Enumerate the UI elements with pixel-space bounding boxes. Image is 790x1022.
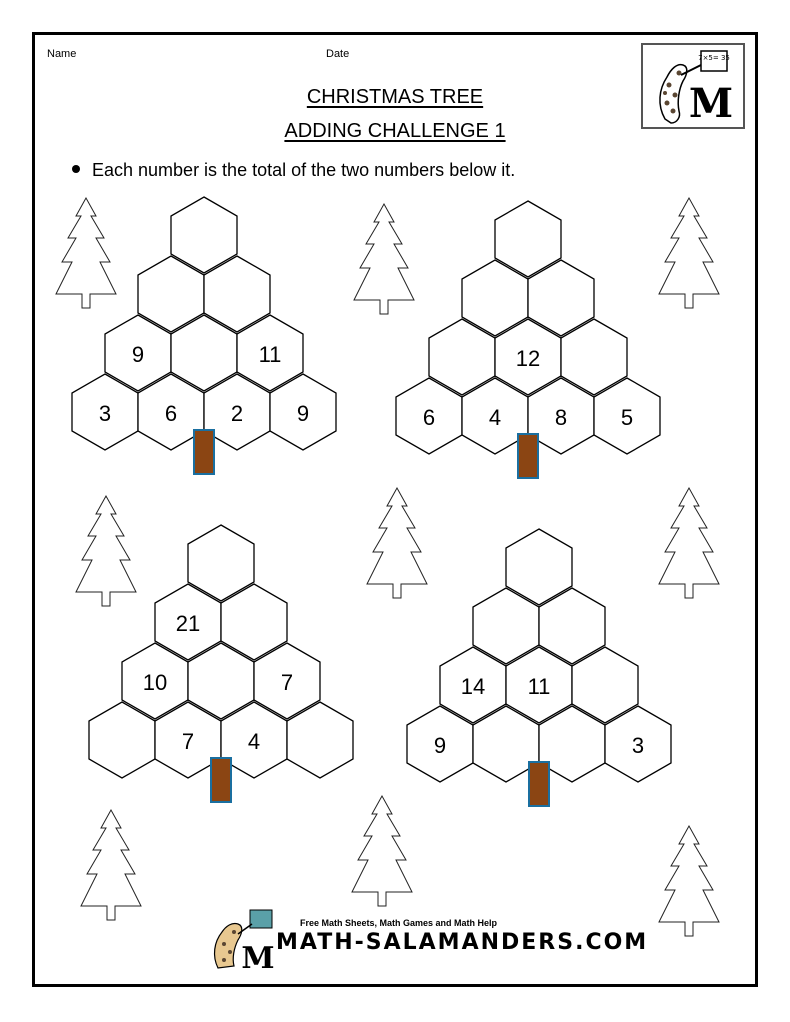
tree-trunk	[518, 434, 538, 478]
hex-value: 4	[247, 729, 261, 754]
tree-trunk	[194, 430, 214, 474]
hex-value: 4	[488, 405, 502, 430]
hex-value: 5	[620, 405, 634, 430]
hex-value: 7	[181, 729, 195, 754]
decor-tree-icon	[659, 198, 719, 308]
hex-value: 6	[164, 401, 178, 426]
hex-value: 12	[515, 346, 541, 371]
hex-value: 11	[527, 674, 551, 699]
hex-value: 3	[98, 401, 112, 426]
footer-tagline: Free Math Sheets, Math Games and Math Help	[300, 918, 498, 928]
decor-tree-icon	[659, 488, 719, 598]
decor-tree-icon	[56, 198, 116, 308]
hex-value: 10	[142, 670, 168, 695]
hex-value: 2	[230, 401, 244, 426]
tree-trunk	[211, 758, 231, 802]
name-label: Name	[47, 48, 77, 60]
puzzle-tree-3	[89, 525, 353, 802]
decor-tree-icon	[659, 826, 719, 936]
decor-tree-icon	[81, 810, 141, 920]
date-label: Date	[326, 48, 350, 60]
title-line-1: CHRISTMAS TREE	[306, 86, 484, 108]
footer-site: MATH-SALAMANDERS.COM	[276, 930, 649, 955]
decor-tree-icon	[367, 488, 427, 598]
hex-value: 21	[175, 611, 201, 636]
instruction-text: Each number is the total of the two numbers below it.	[92, 160, 516, 180]
hex-value: 3	[631, 733, 645, 758]
hex-value: 9	[296, 401, 310, 426]
hex-value: 6	[422, 405, 436, 430]
puzzle-tree-2	[396, 201, 660, 478]
hex-value: 9	[131, 342, 145, 367]
svg-text:M: M	[241, 941, 275, 972]
hex-value: 14	[460, 674, 486, 699]
logo-letter: M	[688, 80, 734, 127]
footer-salamander-icon	[208, 908, 278, 972]
puzzle-tree-1	[72, 197, 336, 474]
hex-value: 11	[258, 342, 282, 367]
decor-tree-icon	[354, 204, 414, 314]
decor-tree-icon	[76, 496, 136, 606]
hex-value: 7	[280, 670, 294, 695]
decor-tree-icon	[352, 796, 412, 906]
hex-value: 9	[433, 733, 447, 758]
tree-trunk	[529, 762, 549, 806]
puzzle-tree-4	[407, 529, 671, 806]
title-line-2: ADDING CHALLENGE 1	[284, 120, 506, 142]
logo-equation: 7×5= 35	[698, 54, 730, 62]
hex-value: 8	[554, 405, 568, 430]
